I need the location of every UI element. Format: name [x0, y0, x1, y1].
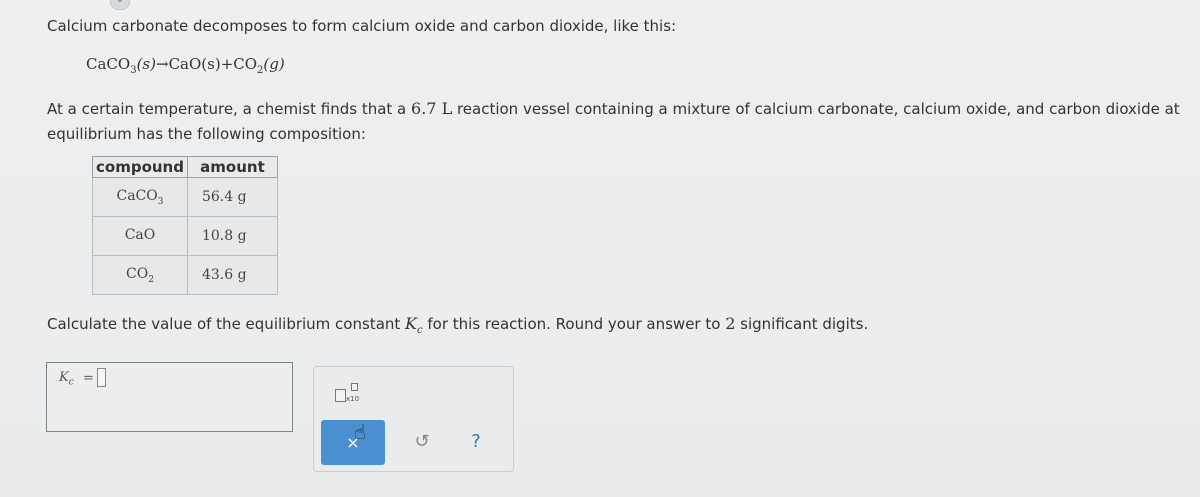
intro-text: Calcium carbonate decomposes to form calcium oxide and carbon dioxide, like this: [47, 17, 677, 35]
setup-text: At a certain temperature, a chemist finds that a 6.7 L reaction vessel containing a mixture of calcium carbonate, calcium oxide, and carbon dioxide at equilibrium has the following composition: [47, 99, 1180, 143]
question-text: Calculate the value of the equilibrium constant $K_c$ for this reaction. Round your answer to 2 significant digits. [47, 314, 869, 337]
answer-input[interactable] [97, 368, 106, 387]
help-button[interactable]: ? [471, 431, 481, 452]
math-tool-panel [313, 366, 514, 472]
hand-cursor-icon: ☝ [354, 420, 367, 444]
equals-sign: = [83, 371, 94, 386]
exponent-box-icon [351, 383, 358, 391]
amount-cell: 43.6 g [187, 256, 277, 295]
table-header-row [93, 157, 278, 178]
header-amount: amount [187, 157, 277, 178]
scientific-notation-button[interactable] [335, 383, 365, 405]
clear-x-icon: × [346, 433, 360, 452]
composition-table [92, 156, 278, 295]
x10-label: x10 [346, 395, 360, 403]
table-row [93, 178, 278, 217]
undo-button[interactable]: ↺ [414, 431, 430, 452]
reaction-equation: $CaCO_3(s)\to CaO(s)+CO_2(g)$ [86, 55, 285, 76]
amount-cell: 10.8 g [187, 217, 277, 256]
volume-value: 6.7 L [411, 99, 453, 118]
amount-cell: 56.4 g [187, 178, 277, 217]
clear-button[interactable] [321, 420, 385, 465]
compound-cell: CaCO$_3$ [93, 178, 188, 217]
header-compound: compound [93, 157, 188, 178]
answer-box[interactable] [46, 362, 293, 432]
collapse-chevron-icon[interactable] [110, 0, 130, 10]
table-row [93, 217, 278, 256]
compound-cell: CaO [93, 217, 188, 256]
kc-label: $K_c$ [59, 370, 74, 388]
base-box-icon [335, 389, 346, 402]
table-row [93, 256, 278, 295]
compound-cell: $CO_2$ [93, 256, 188, 295]
